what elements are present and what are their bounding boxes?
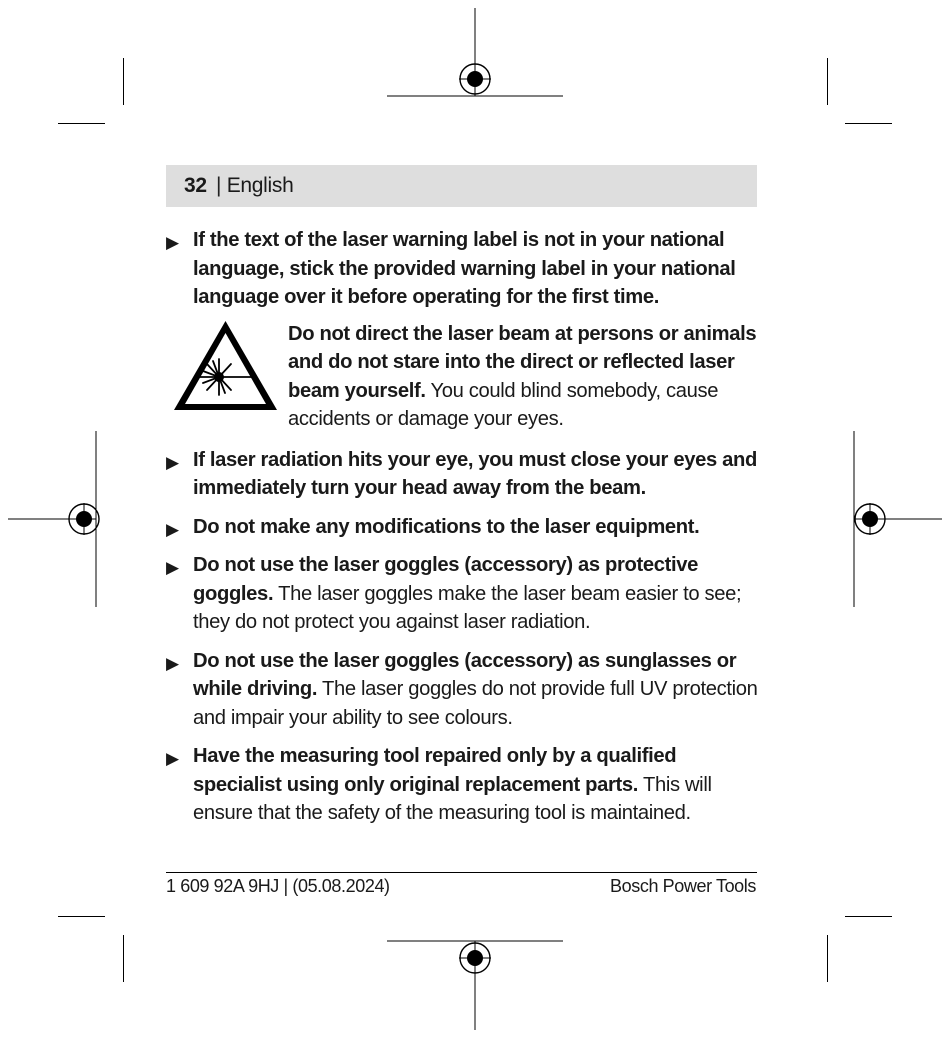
list-item	[166, 551, 761, 637]
item-text: The laser goggles make the laser beam easier to see; they do not protect you against laser radiation.	[193, 582, 742, 633]
crop-mark	[58, 916, 105, 917]
bullet-arrow-icon: ▶	[166, 452, 179, 472]
bullet-arrow-icon: ▶	[166, 233, 179, 252]
item-bold-text: Do not use the laser goggles (accessory) as protective goggles.	[193, 554, 699, 605]
list-item	[166, 647, 761, 733]
list-item	[166, 226, 761, 312]
page-header	[166, 165, 757, 207]
safety-instructions	[166, 226, 761, 838]
warning-bold-text: Do not direct the laser beam at persons or animals and do not stare into the direct or reflected laser beam yourself.	[288, 322, 757, 402]
registration-mark-icon	[387, 8, 563, 108]
warning-text: You could blind somebody, cause accidents or damage your eyes.	[288, 379, 719, 430]
crop-mark	[827, 58, 828, 105]
bullet-arrow-icon: ▶	[166, 558, 179, 577]
item-bold-text: Do not make any modifications to the laser equipment.	[193, 515, 700, 538]
laser-warning-block	[166, 320, 761, 438]
bullet-arrow-icon: ▶	[166, 519, 179, 539]
crop-mark	[123, 58, 124, 105]
item-bold-text: Do not use the laser goggles (accessory) as sunglasses or while driving.	[193, 649, 737, 700]
document-number: 1 609 92A 9HJ | (05.08.2024)	[166, 876, 390, 896]
item-text: The laser goggles do not provide full UV protection and impair your ability to see colours.	[193, 678, 758, 729]
crop-mark	[845, 916, 892, 917]
page-number: 32	[184, 174, 207, 197]
registration-mark-icon	[387, 940, 563, 1032]
brand-name: Bosch Power Tools	[610, 876, 756, 896]
footer-divider	[166, 872, 757, 873]
item-bold-text: If laser radiation hits your eye, you must close your eyes and immediately turn your head away from the beam.	[193, 448, 757, 499]
list-item	[166, 513, 761, 542]
crop-mark	[123, 935, 124, 982]
registration-mark-icon	[842, 431, 942, 607]
registration-mark-icon	[8, 431, 108, 607]
crop-mark	[827, 935, 828, 982]
laser-warning-triangle-icon	[172, 319, 279, 413]
section-title: | English	[216, 174, 293, 198]
item-bold-text: Have the measuring tool repaired only by a qualified specialist using only original replacement parts.	[193, 745, 677, 796]
item-text: This will ensure that the safety of the measuring tool is maintained.	[193, 773, 712, 824]
bullet-arrow-icon: ▶	[166, 749, 179, 768]
crop-mark	[845, 123, 892, 124]
item-bold-text: If the text of the laser warning label is not in your national language, stick the provided warning label in your national language over it before operating for the first time.	[193, 229, 736, 308]
list-item	[166, 742, 761, 828]
list-item	[166, 446, 761, 503]
bullet-arrow-icon: ▶	[166, 653, 179, 673]
crop-mark	[58, 123, 105, 124]
